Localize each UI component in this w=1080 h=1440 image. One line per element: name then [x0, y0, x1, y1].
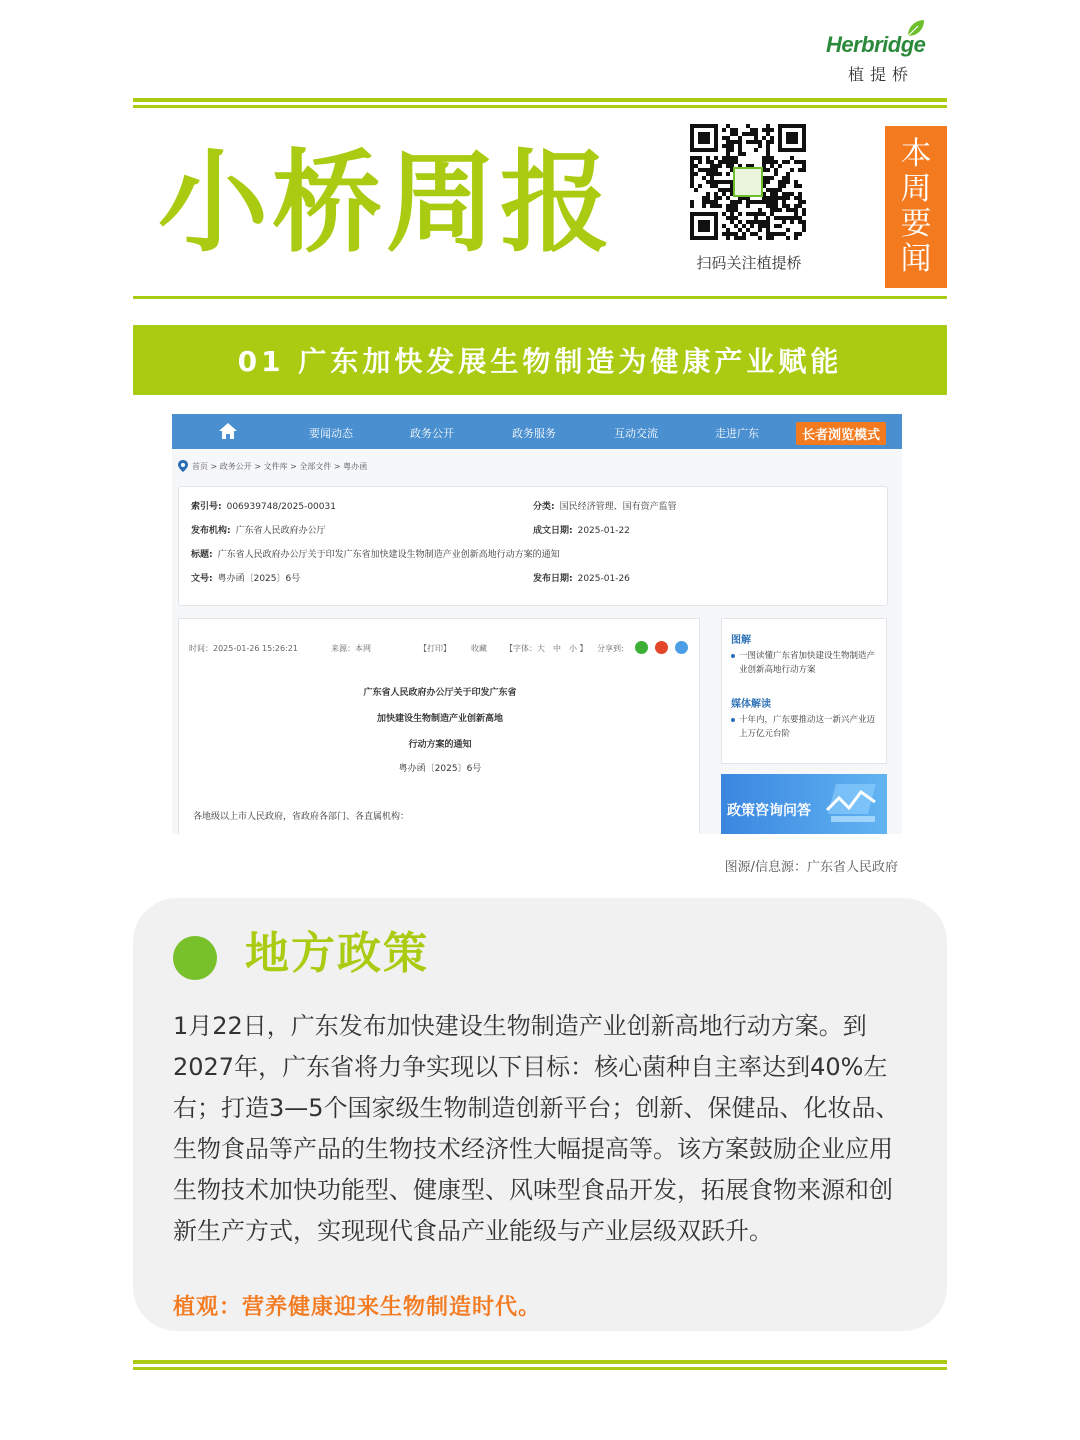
banner-label: 政策咨询问答: [727, 803, 811, 819]
top-divider: [133, 98, 947, 108]
policy-comment: 植观：营养健康迎来生物制造时代。: [173, 1295, 542, 1320]
doc-number: 粤办函〔2025〕6号: [398, 764, 482, 774]
doc-title-line: 行动方案的通知: [408, 740, 472, 750]
bullet-icon: [731, 654, 735, 658]
doc-title-line: 广东省人民政府办公厅关于印发广东省: [363, 688, 517, 698]
chart-graphic-icon: [817, 780, 885, 830]
source: 来源：本网: [331, 644, 371, 653]
nav-item[interactable]: 要闻动态: [309, 427, 353, 440]
tag-char: 闻: [900, 241, 932, 277]
meta-index: 索引号: 006939748/2025-00031: [191, 502, 336, 512]
breadcrumb-text[interactable]: 首页 > 政务公开 > 文件库 > 全部文件 > 粤办函: [192, 461, 368, 471]
meta-created: 成文日期: 2025-01-22: [533, 526, 630, 536]
meta-title: 标题: 广东省人民政府办公厅关于印发广东省加快建设生物制造产业创新高地行动方案的通知: [191, 550, 560, 560]
herbridge-logo: [822, 18, 952, 88]
policy-heading: 地方政策: [245, 928, 429, 979]
image-credit: 图源/信息源：广东省人民政府: [724, 860, 898, 875]
bullet-circle-icon: [173, 936, 217, 980]
doc-title-line: 加快建设生物制造产业创新高地: [376, 714, 503, 724]
bottom-divider: [133, 1360, 947, 1370]
nav-item[interactable]: 走进广东: [715, 427, 759, 440]
weekly-news-tag: [885, 126, 947, 288]
breadcrumb: [178, 460, 367, 472]
related-sidebar: [721, 618, 887, 764]
publish-time: 时间：2025-01-26 15:26:21: [189, 644, 298, 653]
section-title: 01 广东加快发展生物制造为健康产业赋能: [237, 345, 843, 378]
qr-label: 扫码关注植提桥: [696, 254, 802, 272]
meta-docno: 文号: 粤办函〔2025〕6号: [191, 574, 301, 584]
print-link[interactable]: 【打印】: [419, 644, 451, 653]
nav-item[interactable]: 政务服务: [512, 427, 556, 440]
document-meta: [178, 486, 888, 606]
site-nav: [172, 414, 902, 449]
elder-mode-button[interactable]: 长者浏览模式: [796, 422, 886, 445]
location-pin-icon: [178, 460, 188, 472]
document-content: [178, 618, 700, 834]
tag-char: 要: [900, 206, 932, 242]
tag-char: 周: [900, 171, 932, 207]
qr-code[interactable]: [690, 124, 806, 240]
share-label: 分享到:: [597, 644, 624, 653]
policy-body: 1月22日，广东发布加快建设生物制造产业创新高地行动方案。到2027年，广东省将力争实现以下目标：核心菌种自主率达到40%左右；打造3—5个国家级生物制造创新平台；创新、保健品、化妆品、生物食品等产品的生物技术经济性大幅提高等。该方案鼓励企业应用生物技术加快功能型、健康型、风味型食品开发，拓展食物来源和创新生产方式，实现现代食品产业能级与产业层级双跃升。: [173, 1012, 900, 1245]
nav-item[interactable]: 互动交流: [614, 427, 658, 440]
logo-chinese: 植提桥: [848, 65, 915, 84]
sidebar-heading: 图解: [731, 635, 751, 646]
nav-item[interactable]: 政务公开: [410, 427, 454, 440]
logo-wordmark: Herbridge: [826, 32, 926, 57]
policy-card: [133, 898, 947, 1331]
qq-icon[interactable]: [675, 641, 688, 654]
bullet-icon: [731, 718, 735, 722]
tag-char: 本: [900, 136, 932, 172]
meta-publisher: 发布机构: 广东省人民政府办公厅: [191, 526, 326, 536]
favorite-link[interactable]: 收藏: [471, 644, 487, 653]
doc-addressee: 各地级以上市人民政府，省政府各部门、各直属机构：: [193, 812, 410, 822]
meta-pubdate: 发布日期: 2025-01-26: [533, 574, 630, 584]
meta-category: 分类: 国民经济管理、国有资产监管: [533, 502, 677, 512]
page-title: 小桥周报: [158, 139, 614, 267]
sidebar-link[interactable]: 一图读懂广东省加快建设生物制造产业创新高地行动方案: [731, 649, 883, 677]
weibo-icon[interactable]: [655, 641, 668, 654]
font-size-control[interactable]: 【字体：大 中 小 】: [505, 644, 588, 653]
title-divider: [133, 296, 947, 299]
gov-site-screenshot: [172, 414, 902, 834]
home-icon[interactable]: [218, 422, 238, 440]
sidebar-link[interactable]: 十年内，广东要推动这一新兴产业迈上万亿元台阶: [731, 713, 883, 741]
section-header: [133, 325, 947, 395]
policy-qa-banner[interactable]: [721, 774, 887, 834]
wechat-icon[interactable]: [635, 641, 648, 654]
sidebar-heading: 媒体解读: [731, 699, 771, 710]
